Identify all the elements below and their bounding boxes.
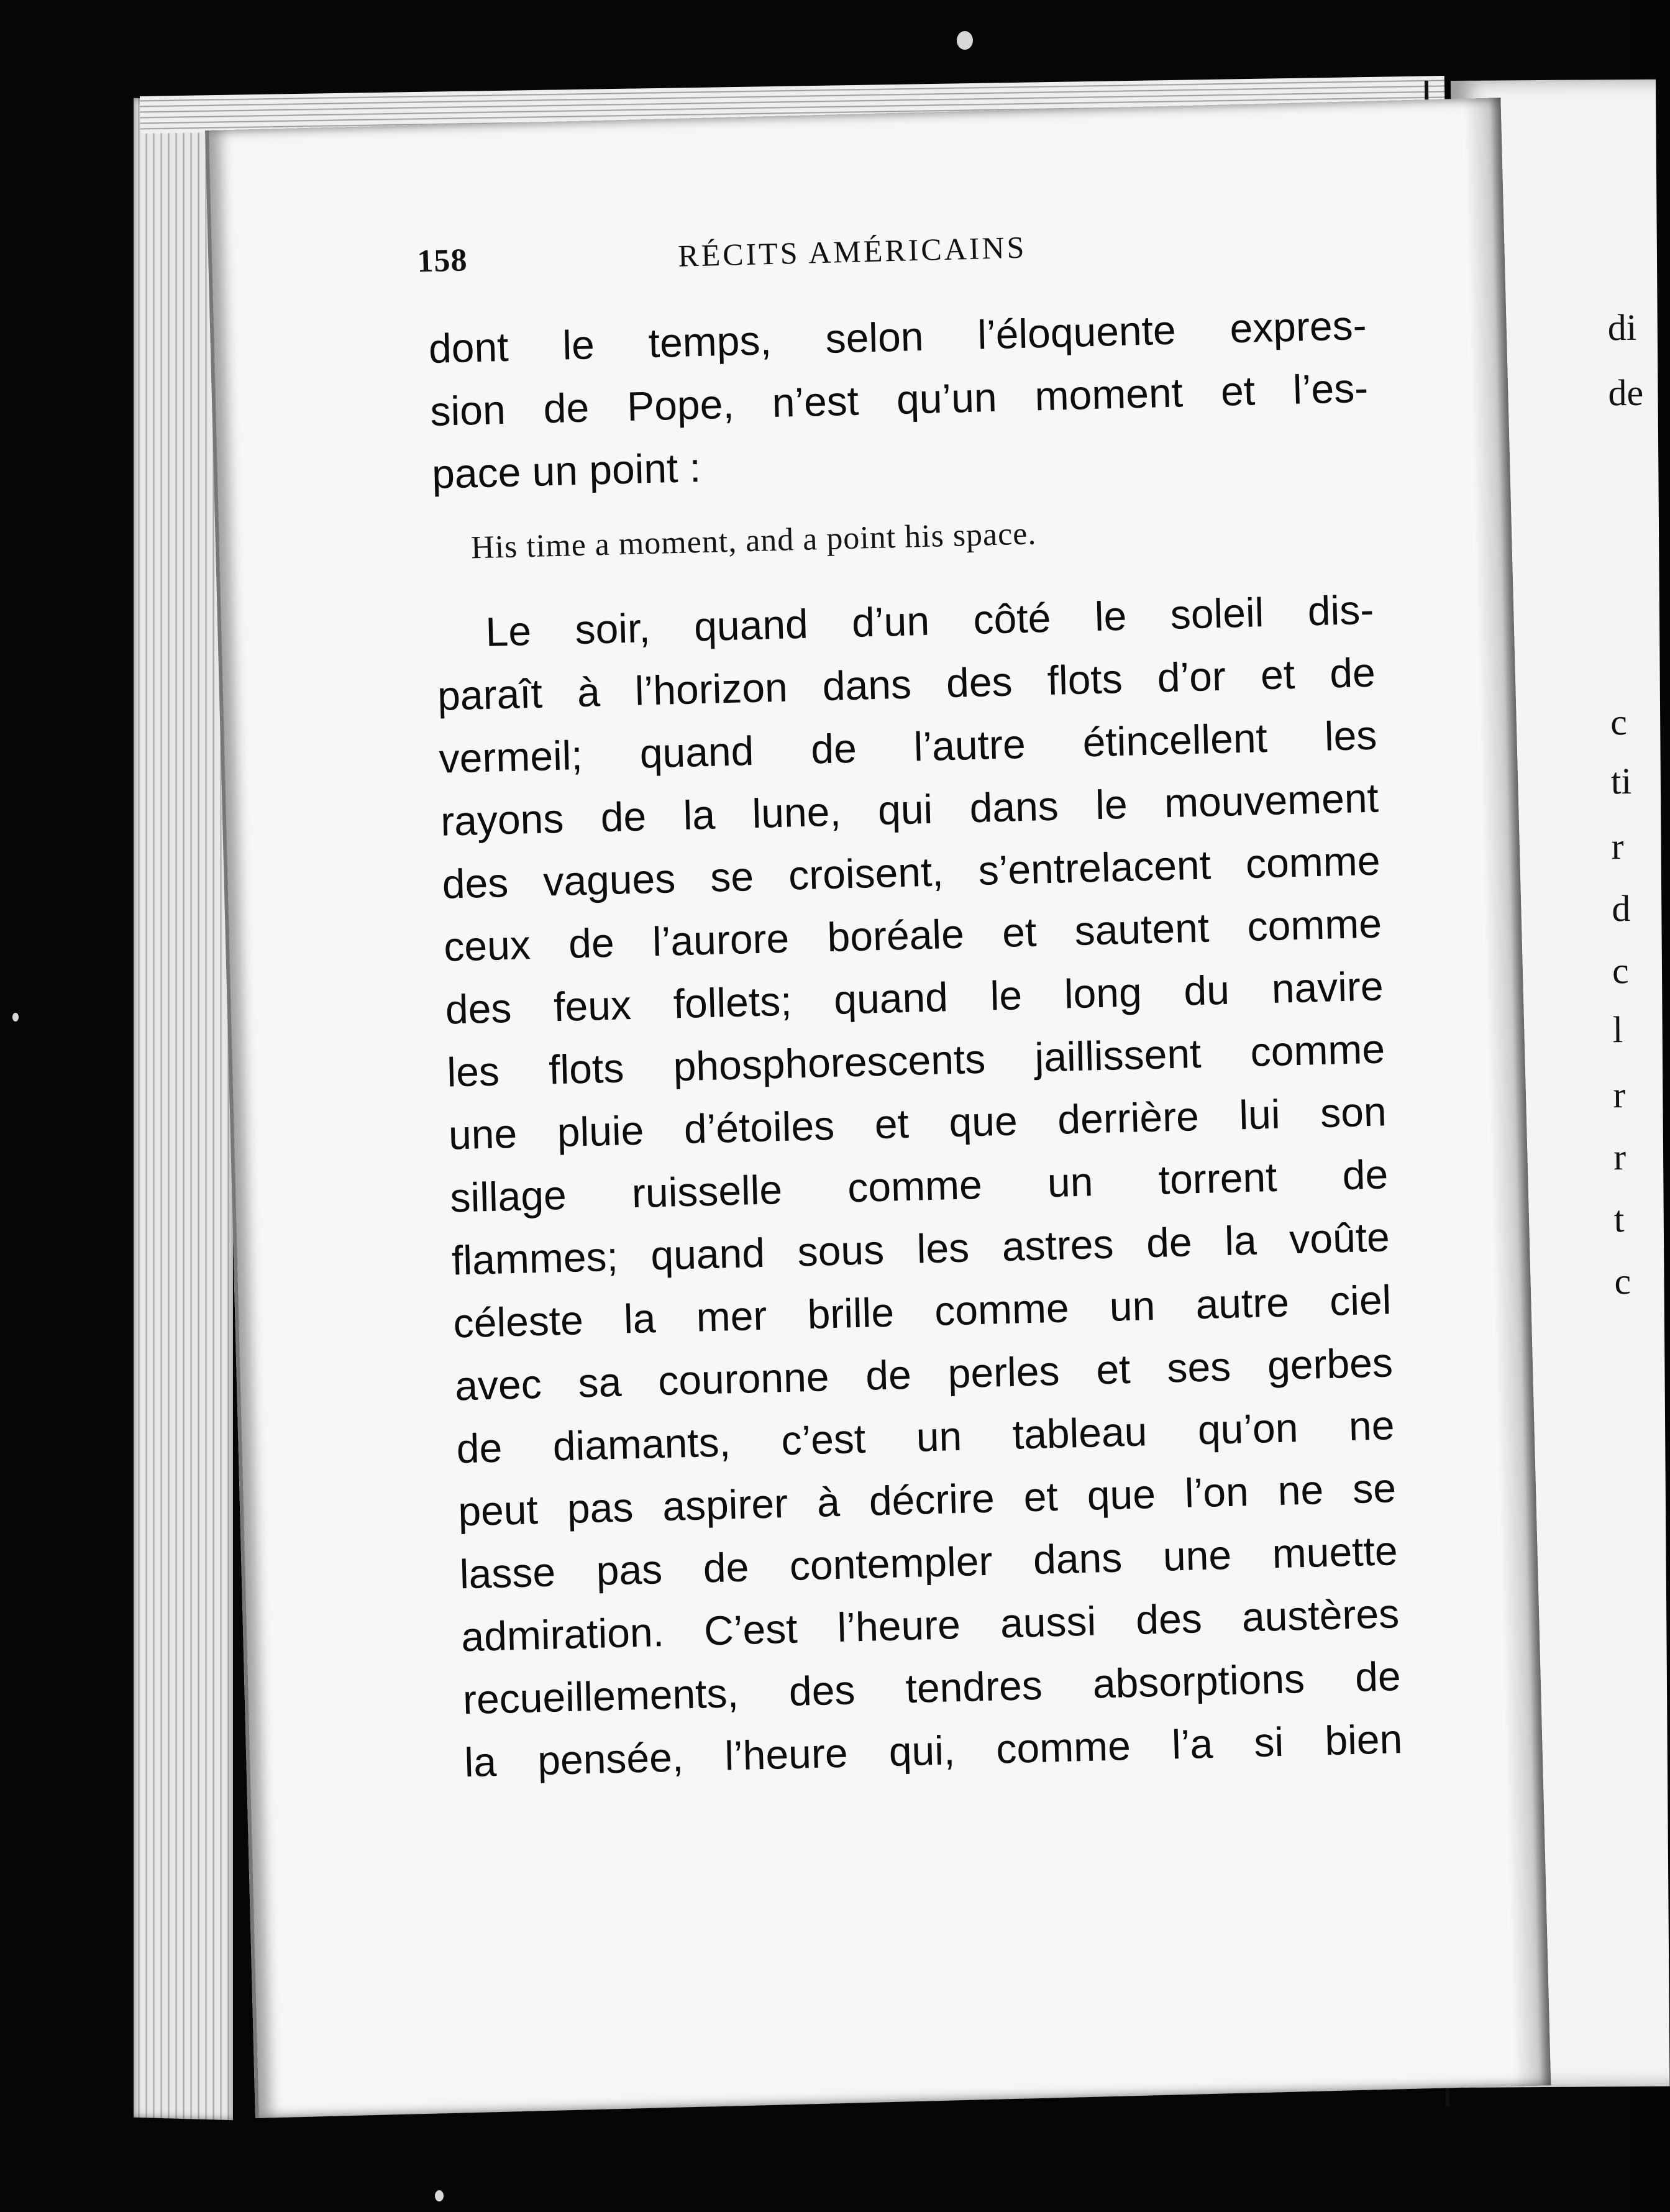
text-line: peut pas aspirer à décrire et que l’on ne se (457, 1465, 1397, 1535)
text-line: pace un point : (431, 444, 701, 497)
right-page-fragment: de (1608, 372, 1644, 414)
text-line: admiration. C’est l’heure aussi des austères (460, 1590, 1400, 1660)
right-page-fragment: c (1614, 1261, 1631, 1302)
dust-speck (12, 1013, 19, 1021)
text-line: Le soir, quand d’un côté le soleil dis- (485, 586, 1375, 655)
text-line: une pluie d’étoiles et que derrière lui son (448, 1088, 1387, 1158)
paragraph (435, 578, 1403, 1794)
right-page-fragment: r (1613, 1136, 1627, 1178)
text-line: les flots phosphorescents jaillissent comme (446, 1025, 1385, 1095)
text-line: la pensée, l’heure qui, comme l’a si bien (463, 1716, 1403, 1786)
right-page-fragment: r (1611, 826, 1624, 867)
page-number: 158 (416, 242, 468, 280)
right-page-fragment: ti (1610, 760, 1632, 802)
text-line: des feux follets; quand le long du navire (444, 962, 1384, 1033)
text-line: sillage ruisselle comme un torrent de (449, 1151, 1389, 1221)
body-text (428, 294, 1403, 1794)
right-page-fragment: l (1612, 1009, 1623, 1051)
text-line: dont le temps, selon l’éloquente expres- (428, 301, 1367, 372)
text-line: recueillements, des tendres absorptions de (462, 1653, 1402, 1723)
left-page (205, 98, 1551, 2118)
text-line: des vagues se croisent, s’entrelacent comme (441, 837, 1381, 907)
text-line: flammes; quand sous les astres de la voûte (451, 1213, 1390, 1284)
dust-speck (957, 31, 973, 50)
text-line: céleste la mer brille comme un autre ciel (452, 1276, 1392, 1346)
paragraph (428, 294, 1371, 506)
text-line: paraît à l’horizon dans des flots d’or et de (437, 649, 1376, 719)
right-page-fragment: r (1613, 1074, 1626, 1116)
running-head (417, 219, 1350, 299)
right-page-fragment: d (1612, 888, 1631, 930)
verse-quotation: His time a moment, and a point his space. (470, 516, 1037, 566)
text-line: sion de Pope, n’est qu’un moment et l’es- (429, 364, 1369, 434)
text-line: rayons de la lune, qui dans le mouvement (440, 774, 1379, 844)
text-line: avec sa couronne de perles et ses gerbes (454, 1339, 1394, 1409)
text-line: vermeil; quand de l’autre étincellent les (438, 711, 1378, 782)
dust-speck (435, 2190, 444, 2201)
text-line: ceux de l’aurore boréale et sautent comme (443, 900, 1382, 970)
right-page-fragment: c (1610, 702, 1628, 743)
right-page-fragment: di (1607, 306, 1637, 349)
text-line: de diamants, c’est un tableau qu’on ne (455, 1402, 1395, 1472)
right-page-fragment: c (1612, 950, 1629, 992)
right-page-fragment: t (1613, 1199, 1625, 1240)
running-head-title: RÉCITS AMÉRICAINS (677, 229, 1028, 273)
text-line: lasse pas de contempler dans une muette (459, 1527, 1399, 1597)
